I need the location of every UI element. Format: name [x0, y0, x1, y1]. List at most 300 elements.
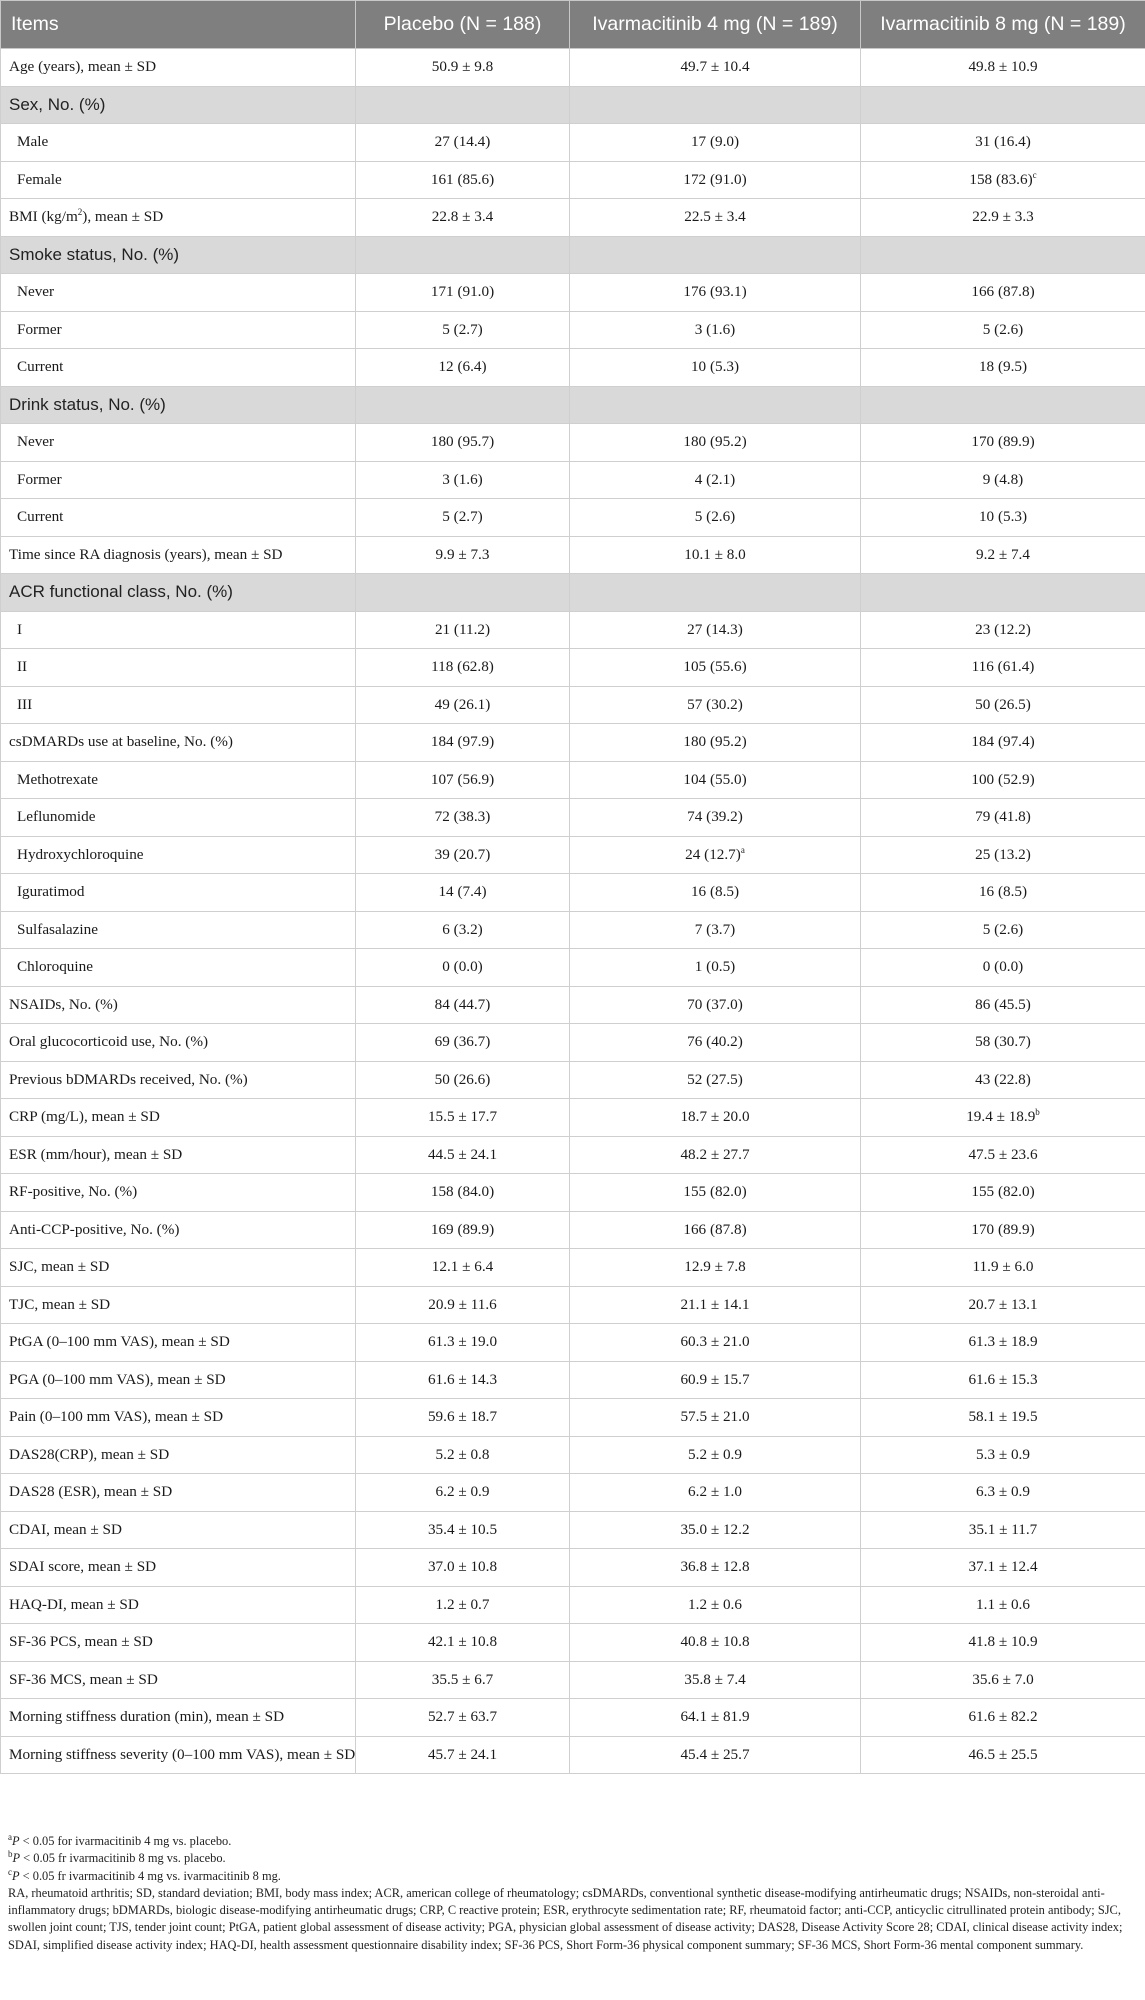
ivarmacitinib-4mg-cell	[570, 536, 861, 574]
cell-value: 5.3 ± 0.9	[976, 1445, 1030, 1463]
section-row	[1, 574, 1145, 612]
row-label-text: Never	[17, 433, 55, 451]
row-label-text: Never	[17, 283, 55, 301]
row-label	[1, 874, 356, 912]
table-row	[1, 1174, 1145, 1212]
table-row	[1, 161, 1145, 199]
ivarmacitinib-4mg-cell	[570, 1624, 861, 1662]
cell-value: 6 (3.2)	[442, 920, 483, 938]
cell-value: 50.9 ± 9.8	[431, 58, 494, 76]
cell-value: 118 (62.8)	[431, 658, 494, 676]
row-label-text: NSAIDs, No. (%)	[9, 995, 118, 1013]
cell-value: 180 (95.7)	[430, 433, 495, 451]
row-label-text: III	[17, 695, 33, 713]
section-empty-cell	[861, 86, 1145, 124]
table-row	[1, 274, 1145, 312]
row-label-text: ACR functional class, No. (%)	[9, 582, 233, 602]
cell-value: 50 (26.5)	[975, 695, 1031, 713]
cell-value: 58.1 ± 19.5	[968, 1408, 1038, 1426]
section-empty-cell	[570, 236, 861, 274]
row-label	[1, 1249, 356, 1287]
cell-value: 3 (1.6)	[694, 320, 736, 338]
row-label-text: CDAI, mean ± SD	[9, 1520, 122, 1538]
cell-value: 19.4 ± 18.9	[966, 1108, 1036, 1126]
label-superscript: 2	[77, 207, 83, 218]
cell-value: 169 (89.9)	[430, 1220, 495, 1238]
cell-value: 31 (16.4)	[975, 133, 1031, 151]
placebo-cell	[356, 161, 570, 199]
placebo-cell	[356, 1549, 570, 1587]
row-label-text: ESR (mm/hour), mean ± SD	[9, 1145, 183, 1163]
row-label	[1, 1324, 356, 1362]
cell-value: 16 (8.5)	[978, 883, 1028, 901]
cell-value: 59.6 ± 18.7	[427, 1408, 498, 1426]
section-empty-cell	[861, 386, 1145, 424]
table-body	[1, 49, 1145, 1774]
cell-value: 49.8 ± 10.9	[968, 58, 1038, 76]
row-label-text: Sulfasalazine	[17, 920, 98, 938]
table-row	[1, 911, 1145, 949]
table-row	[1, 1061, 1145, 1099]
row-label	[1, 1436, 356, 1474]
cell-value: 21 (11.2)	[434, 620, 491, 638]
ivarmacitinib-8mg-cell	[861, 1586, 1145, 1624]
ivarmacitinib-4mg-cell	[570, 49, 861, 87]
table-row	[1, 1436, 1145, 1474]
ivarmacitinib-8mg-cell	[861, 49, 1145, 87]
table-row	[1, 311, 1145, 349]
cell-value: 35.0 ± 12.2	[680, 1520, 750, 1538]
table-row	[1, 686, 1145, 724]
row-label	[1, 911, 356, 949]
cell-value: 9.9 ± 7.3	[435, 545, 490, 563]
placebo-cell	[356, 761, 570, 799]
ivarmacitinib-4mg-cell	[570, 611, 861, 649]
table-row	[1, 649, 1145, 687]
section-label	[1, 86, 356, 124]
cell-value: 61.3 ± 19.0	[427, 1333, 498, 1351]
ivarmacitinib-8mg-cell	[861, 874, 1145, 912]
table-row	[1, 49, 1145, 87]
ivarmacitinib-8mg-cell	[861, 424, 1145, 462]
ivarmacitinib-8mg-cell	[861, 1736, 1145, 1774]
cell-value: 21.1 ± 14.1	[680, 1295, 750, 1313]
ivarmacitinib-4mg-cell	[570, 311, 861, 349]
cell-value: 76 (40.2)	[687, 1033, 743, 1051]
cell-value: 49 (26.1)	[434, 695, 491, 713]
row-label	[1, 499, 356, 537]
ivarmacitinib-8mg-cell	[861, 274, 1145, 312]
ivarmacitinib-4mg-cell	[570, 1211, 861, 1249]
cell-value: 50 (26.6)	[434, 1070, 491, 1088]
ivarmacitinib-4mg-cell	[570, 1661, 861, 1699]
placebo-cell	[356, 124, 570, 162]
footnote-text: < 0.05 fr ivarmacitinib 8 mg vs. placebo.	[20, 1851, 226, 1866]
table-row	[1, 349, 1145, 387]
ivarmacitinib-8mg-cell	[861, 161, 1145, 199]
placebo-cell	[356, 1736, 570, 1774]
ivarmacitinib-8mg-cell	[861, 686, 1145, 724]
placebo-cell	[356, 311, 570, 349]
placebo-cell	[356, 874, 570, 912]
cell-value: 57 (30.2)	[687, 695, 743, 713]
ivarmacitinib-4mg-cell	[570, 1474, 861, 1512]
cell-value: 180 (95.2)	[683, 733, 747, 751]
cell-value: 10 (5.3)	[978, 508, 1028, 526]
row-label	[1, 1511, 356, 1549]
cell-value: 39 (20.7)	[434, 845, 491, 863]
table-row	[1, 1099, 1145, 1137]
footnote-p-symbol: P	[12, 1868, 20, 1883]
row-label	[1, 1136, 356, 1174]
ivarmacitinib-8mg-cell	[861, 1249, 1145, 1287]
row-label	[1, 1361, 356, 1399]
ivarmacitinib-8mg-cell	[861, 499, 1145, 537]
section-empty-cell	[570, 386, 861, 424]
cell-value: 184 (97.9)	[430, 733, 495, 751]
cell-value: 5 (2.6)	[982, 920, 1024, 938]
row-label	[1, 1099, 356, 1137]
header-row	[1, 1, 1145, 49]
cell-value: 18.7 ± 20.0	[680, 1108, 750, 1126]
row-label-text: SDAI score, mean ± SD	[9, 1558, 157, 1576]
ivarmacitinib-4mg-cell	[570, 199, 861, 237]
row-label-text: Anti-CCP-positive, No. (%)	[9, 1220, 180, 1238]
row-label	[1, 1624, 356, 1662]
row-label	[1, 1661, 356, 1699]
placebo-cell	[356, 1624, 570, 1662]
placebo-cell	[356, 1286, 570, 1324]
table-row	[1, 199, 1145, 237]
cell-value: 7 (3.7)	[694, 920, 736, 938]
placebo-cell	[356, 424, 570, 462]
cell-value: 12 (6.4)	[438, 358, 487, 376]
table-row	[1, 874, 1145, 912]
footnote-text: < 0.05 fr ivarmacitinib 4 mg vs. ivarmacitinib 8 mg.	[19, 1868, 281, 1883]
cell-value: 170 (89.9)	[971, 433, 1035, 451]
ivarmacitinib-8mg-cell	[861, 1661, 1145, 1699]
placebo-cell	[356, 349, 570, 387]
placebo-cell	[356, 1061, 570, 1099]
cell-value: 176 (93.1)	[683, 283, 747, 301]
table-header	[1, 1, 1145, 49]
cell-value: 43 (22.8)	[975, 1070, 1031, 1088]
ivarmacitinib-4mg-cell	[570, 1399, 861, 1437]
row-label	[1, 311, 356, 349]
ivarmacitinib-8mg-cell	[861, 1436, 1145, 1474]
section-label	[1, 386, 356, 424]
placebo-cell	[356, 1174, 570, 1212]
placebo-cell	[356, 649, 570, 687]
placebo-cell	[356, 1361, 570, 1399]
section-empty-cell	[861, 236, 1145, 274]
cell-value: 170 (89.9)	[971, 1220, 1035, 1238]
ivarmacitinib-4mg-cell	[570, 161, 861, 199]
ivarmacitinib-4mg-cell	[570, 1699, 861, 1737]
cell-value: 42.1 ± 10.8	[427, 1633, 498, 1651]
cell-value: 5 (2.6)	[982, 320, 1024, 338]
cell-value: 37.0 ± 10.8	[427, 1558, 498, 1576]
table-row	[1, 1736, 1145, 1774]
footnote-mark: c	[8, 1866, 12, 1877]
cell-value: 24 (12.7)	[685, 845, 741, 863]
section-label	[1, 236, 356, 274]
cell-value: 1.1 ± 0.6	[976, 1595, 1030, 1613]
cell-value: 0 (0.0)	[442, 958, 483, 976]
section-empty-cell	[861, 574, 1145, 612]
header-placebo: Placebo (N = 188)	[356, 1, 570, 49]
cell-value: 14 (7.4)	[438, 883, 487, 901]
placebo-cell	[356, 274, 570, 312]
cell-value: 1.2 ± 0.7	[435, 1595, 490, 1613]
cell-value: 1.2 ± 0.6	[688, 1595, 742, 1613]
row-label-text: Iguratimod	[17, 883, 85, 901]
row-label-text: SF-36 MCS, mean ± SD	[9, 1670, 158, 1688]
table-row	[1, 1661, 1145, 1699]
row-label-text: II	[17, 658, 28, 676]
cell-value: 6.2 ± 0.9	[435, 1483, 490, 1501]
table-row	[1, 1286, 1145, 1324]
ivarmacitinib-4mg-cell	[570, 874, 861, 912]
section-empty-cell	[356, 386, 570, 424]
cell-value: 155 (82.0)	[971, 1183, 1035, 1201]
ivarmacitinib-4mg-cell	[570, 799, 861, 837]
placebo-cell	[356, 1024, 570, 1062]
cell-value: 171 (91.0)	[430, 283, 495, 301]
placebo-cell	[356, 1436, 570, 1474]
placebo-cell	[356, 1211, 570, 1249]
cell-value: 61.6 ± 14.3	[427, 1370, 498, 1388]
ivarmacitinib-4mg-cell	[570, 986, 861, 1024]
cell-value: 46.5 ± 25.5	[968, 1745, 1038, 1763]
ivarmacitinib-4mg-cell	[570, 1136, 861, 1174]
row-label-text: PGA (0–100 mm VAS), mean ± SD	[9, 1370, 226, 1388]
cell-value: 35.8 ± 7.4	[684, 1670, 746, 1688]
row-label	[1, 1024, 356, 1062]
row-label-text: Morning stiffness severity (0–100 mm VAS), mean ± SD	[9, 1745, 356, 1763]
placebo-cell	[356, 686, 570, 724]
cell-value: 61.6 ± 15.3	[968, 1370, 1038, 1388]
ivarmacitinib-8mg-cell	[861, 1061, 1145, 1099]
cell-value: 100 (52.9)	[971, 770, 1035, 788]
placebo-cell	[356, 724, 570, 762]
ivarmacitinib-8mg-cell	[861, 761, 1145, 799]
row-label	[1, 124, 356, 162]
row-label	[1, 1549, 356, 1587]
section-empty-cell	[570, 574, 861, 612]
row-label	[1, 1699, 356, 1737]
placebo-cell	[356, 1474, 570, 1512]
ivarmacitinib-8mg-cell	[861, 649, 1145, 687]
table-footnotes	[8, 1833, 1138, 1954]
ivarmacitinib-4mg-cell	[570, 1549, 861, 1587]
cell-value: 27 (14.3)	[687, 620, 743, 638]
row-label-suffix: ), mean ± SD	[82, 208, 164, 226]
placebo-cell	[356, 1099, 570, 1137]
ivarmacitinib-4mg-cell	[570, 424, 861, 462]
row-label	[1, 836, 356, 874]
footnote-a	[8, 1833, 1138, 1850]
cell-value: 12.1 ± 6.4	[431, 1258, 494, 1276]
cell-value: 16 (8.5)	[690, 883, 740, 901]
ivarmacitinib-8mg-cell	[861, 986, 1145, 1024]
row-label-text: DAS28 (ESR), mean ± SD	[9, 1483, 173, 1501]
table-row	[1, 1136, 1145, 1174]
row-label	[1, 161, 356, 199]
placebo-cell	[356, 1249, 570, 1287]
ivarmacitinib-8mg-cell	[861, 1399, 1145, 1437]
row-label-text: Pain (0–100 mm VAS), mean ± SD	[9, 1408, 224, 1426]
ivarmacitinib-8mg-cell	[861, 1024, 1145, 1062]
cell-value: 3 (1.6)	[442, 470, 483, 488]
ivarmacitinib-8mg-cell	[861, 124, 1145, 162]
footnote-p-symbol: P	[12, 1851, 21, 1866]
footnote-marker: a	[740, 844, 745, 855]
row-label	[1, 274, 356, 312]
cell-value: 5.2 ± 0.8	[435, 1445, 490, 1463]
cell-value: 84 (44.7)	[434, 995, 491, 1013]
row-label-text: Time since RA diagnosis (years), mean ± SD	[9, 545, 283, 563]
row-label	[1, 1399, 356, 1437]
row-label-text: Previous bDMARDs received, No. (%)	[9, 1070, 248, 1088]
cell-value: 180 (95.2)	[683, 433, 747, 451]
table-row	[1, 1699, 1145, 1737]
cell-value: 36.8 ± 12.8	[680, 1558, 750, 1576]
ivarmacitinib-8mg-cell	[861, 836, 1145, 874]
ivarmacitinib-4mg-cell	[570, 349, 861, 387]
cell-value: 58 (30.7)	[975, 1033, 1031, 1051]
row-label-text: Current	[17, 358, 64, 376]
cell-value: 20.7 ± 13.1	[968, 1295, 1038, 1313]
cell-value: 74 (39.2)	[687, 808, 743, 826]
placebo-cell	[356, 986, 570, 1024]
ivarmacitinib-4mg-cell	[570, 1061, 861, 1099]
row-label	[1, 1061, 356, 1099]
row-label	[1, 536, 356, 574]
row-label	[1, 424, 356, 462]
cell-value: 116 (61.4)	[971, 658, 1035, 676]
cell-value: 155 (82.0)	[683, 1183, 747, 1201]
table-row	[1, 1549, 1145, 1587]
header-ivarmacitinib-4mg: Ivarmacitinib 4 mg (N = 189)	[570, 1, 861, 49]
ivarmacitinib-8mg-cell	[861, 911, 1145, 949]
footnote-marker: b	[1035, 1107, 1040, 1118]
cell-value: 20.9 ± 11.6	[428, 1295, 497, 1313]
placebo-cell	[356, 499, 570, 537]
row-label	[1, 986, 356, 1024]
placebo-cell	[356, 1661, 570, 1699]
placebo-cell	[356, 1586, 570, 1624]
footnote-text: < 0.05 for ivarmacitinib 4 mg vs. placebo.	[19, 1834, 232, 1848]
table-row	[1, 1211, 1145, 1249]
cell-value: 52 (27.5)	[687, 1070, 743, 1088]
cell-value: 37.1 ± 12.4	[968, 1558, 1038, 1576]
row-label-text: csDMARDs use at baseline, No. (%)	[9, 733, 233, 751]
cell-value: 70 (37.0)	[687, 995, 743, 1013]
ivarmacitinib-8mg-cell	[861, 611, 1145, 649]
cell-value: 4 (2.1)	[694, 470, 736, 488]
cell-value: 35.4 ± 10.5	[427, 1520, 498, 1538]
cell-value: 105 (55.6)	[683, 658, 747, 676]
cell-value: 35.1 ± 11.7	[968, 1520, 1038, 1538]
ivarmacitinib-4mg-cell	[570, 761, 861, 799]
placebo-cell	[356, 1699, 570, 1737]
cell-value: 72 (38.3)	[434, 808, 491, 826]
row-label	[1, 649, 356, 687]
cell-value: 15.5 ± 17.7	[427, 1108, 498, 1126]
footnote-c	[8, 1868, 1138, 1885]
row-label	[1, 949, 356, 987]
header-items: Items	[1, 1, 356, 49]
table-row	[1, 1586, 1145, 1624]
placebo-cell	[356, 799, 570, 837]
ivarmacitinib-8mg-cell	[861, 461, 1145, 499]
ivarmacitinib-8mg-cell	[861, 199, 1145, 237]
cell-value: 52.7 ± 63.7	[427, 1708, 498, 1726]
table-row	[1, 1511, 1145, 1549]
ivarmacitinib-8mg-cell	[861, 1324, 1145, 1362]
table-row	[1, 949, 1145, 987]
row-label-text: Current	[17, 508, 64, 526]
header-ivarmacitinib-8mg: Ivarmacitinib 8 mg (N = 189)	[861, 1, 1145, 49]
placebo-cell	[356, 1324, 570, 1362]
row-label	[1, 461, 356, 499]
row-label-text: Chloroquine	[17, 958, 93, 976]
row-label	[1, 611, 356, 649]
footnote-mark: a	[8, 1831, 12, 1842]
cell-value: 1 (0.5)	[694, 958, 736, 976]
ivarmacitinib-8mg-cell	[861, 349, 1145, 387]
cell-value: 104 (55.0)	[683, 770, 747, 788]
placebo-cell	[356, 1136, 570, 1174]
cell-value: 22.9 ± 3.3	[972, 208, 1034, 226]
table-row	[1, 424, 1145, 462]
cell-value: 22.5 ± 3.4	[684, 208, 746, 226]
table-row	[1, 1024, 1145, 1062]
ivarmacitinib-4mg-cell	[570, 1511, 861, 1549]
row-label-text: Female	[17, 170, 62, 188]
abbreviations-note: RA, rheumatoid arthritis; SD, standard deviation; BMI, body mass index; ACR, american college of rheumatology; csDMARDs, conventional synthetic disease-modifying antirheumatic drugs; NSAIDs, non-steroidal anti-inflammatory drugs; bDMARDs, biologic disease-modifying antirheumatic drugs; CRP, C reactive protein; ESR, erythrocyte sedimentation rate; RF, rheumatoid factor; anti-CCP, anticyclic citrullinated protein antibody; SJC, swollen joint count; TJS, tender joint count; PtGA, patient global assessment of disease activity; PGA, physician global assessment of disease activity; DAS28, Disease Activity Score 28; CDAI, clinical disease activity index; SDAI, simplified disease activity index; HAQ-DI, health assessment questionnaire disability index; SF-36 PCS, Short Form-36 physical component summary; SF-36 MCS, Short Form-36 mental component summary.	[8, 1885, 1123, 1952]
ivarmacitinib-4mg-cell	[570, 1361, 861, 1399]
row-label-text: Sex, No. (%)	[9, 94, 106, 114]
placebo-cell	[356, 461, 570, 499]
row-label-text: Smoke status, No. (%)	[9, 244, 180, 264]
row-label-text: I	[17, 620, 23, 638]
row-label-text: SF-36 PCS, mean ± SD	[9, 1633, 153, 1651]
ivarmacitinib-8mg-cell	[861, 1624, 1145, 1662]
table-row	[1, 1361, 1145, 1399]
ivarmacitinib-4mg-cell	[570, 686, 861, 724]
cell-value: 60.9 ± 15.7	[680, 1370, 750, 1388]
cell-value: 45.7 ± 24.1	[427, 1745, 498, 1763]
cell-value: 35.6 ± 7.0	[972, 1670, 1034, 1688]
ivarmacitinib-4mg-cell	[570, 949, 861, 987]
row-label-text: Methotrexate	[17, 770, 98, 788]
ivarmacitinib-4mg-cell	[570, 911, 861, 949]
row-label-text: Oral glucocorticoid use, No. (%)	[9, 1033, 209, 1051]
cell-value: 5 (2.7)	[442, 320, 483, 338]
cell-value: 184 (97.4)	[971, 733, 1035, 751]
cell-value: 0 (0.0)	[982, 958, 1024, 976]
row-label	[1, 686, 356, 724]
cell-value: 86 (45.5)	[975, 995, 1031, 1013]
section-label	[1, 574, 356, 612]
section-row	[1, 386, 1145, 424]
row-label-text: Hydroxychloroquine	[17, 845, 144, 863]
cell-value: 45.4 ± 25.7	[680, 1745, 750, 1763]
table-row	[1, 536, 1145, 574]
table-row	[1, 724, 1145, 762]
